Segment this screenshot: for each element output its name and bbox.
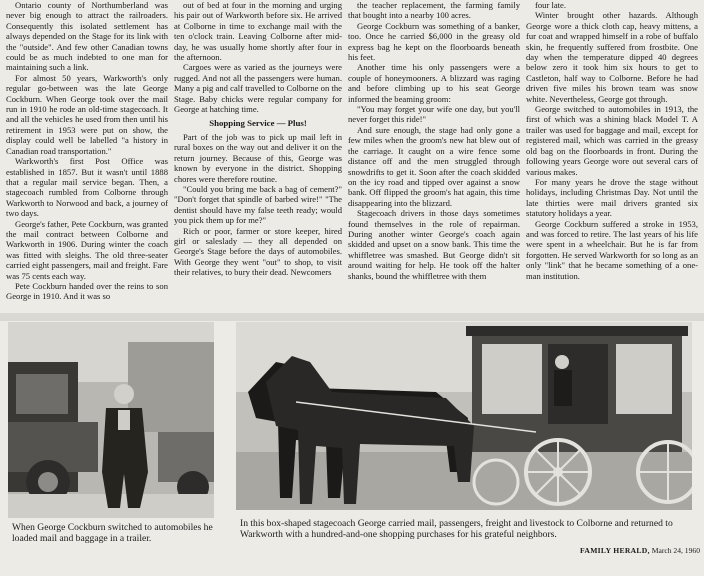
article-column-3	[348, 0, 520, 312]
photo-stagecoach-illustration	[236, 322, 692, 510]
photo-caption-right: In this box-shaped stagecoach George carried mail, passengers, freight and livestock to Colborne and returned to Warkworth with a hundred-and-one shopping purchases for his grateful neighbors.	[240, 518, 673, 541]
article-column-4	[526, 0, 698, 312]
photo-horse-drawn-stagecoach	[236, 322, 692, 510]
paragraph: Stagecoach drivers in those days sometimes found themselves in the role of repairman. During another winter George's coach again skidded and upset on a snow bank. This time the whiffletree was smashed. But George didn't sit around waiting for help. He took off the halter shanks, bound the whiffletree with them	[348, 208, 520, 281]
article-column-1	[6, 0, 168, 312]
photo-automobile-illustration	[8, 322, 214, 518]
paragraph: George Cockburn suffered a stroke in 1953, and was forced to retire. The last years of his life were spent in a wheelchair. But he is far from forgotten. He served Warkworth for so long as an only "link" that he became something of a one-man institution.	[526, 218, 698, 281]
article-column-2	[174, 0, 342, 312]
paragraph: out of bed at four in the morning and urging his pair out of Warkworth before six. He arrived at Colborne in time to exchange mail with the ten o'clock train. Leaving Colborne after mid-day, he was usually home shortly after four in the afternoon.	[174, 0, 342, 63]
paragraph: Ontario county of Northumberland was never big enough to attract the railroaders. Consequently this isolated settlement has always depended on the Stage for its link with the "outside". And few other Canadian towns could be as much indebted to one man for maintaining such a link.	[6, 0, 168, 73]
page-footer	[560, 546, 700, 555]
paragraph: George switched to automobiles in 1913, the first of which was a shining black Model T. A trailer was used for baggage and mail, except for registered mail, which was carried in the greasy old bag on the floorboards in front. During the following years George wore out several cars of various makes.	[526, 104, 698, 177]
paragraph: the teacher replacement, the farming family that bought into a nearby 100 acres.	[348, 0, 520, 21]
paragraph: For many years he drove the stage without holidays, including Christmas Day. Not until the late thirties were mail drivers granted six statutory holidays a year.	[526, 176, 698, 219]
paragraph: And sure enough, the stage had only gone a few miles when the groom's new hat blew out of the carriage. It caught on a wire fence some distance off and the men struggled through snowdrifts to get it. Soon after the coach skidded on the icy road and tipped over against a snow bank. Off flipped the groom's hat again, this time disappearing into the blizzard.	[348, 124, 520, 208]
section-heading: Shopping Service — Plus!	[209, 118, 307, 129]
publication-name: FAMILY HERALD,	[580, 546, 650, 555]
photo-man-with-automobile	[8, 322, 214, 518]
paragraph: four late.	[535, 0, 567, 10]
paragraph: For almost 50 years, Warkworth's only regular go-between was the late George Cockburn. When George took over the mail run in 1910 he rode an old-time stagecoach. It and all the vehicles he used from then until his retirement in 1953 were put on show, the display could well be labelled "a history in Canadian road transportation."	[6, 72, 168, 156]
paragraph: Part of the job was to pick up mail left in rural boxes on the way out and deliver it on the return journey. Because of this, George was known by everyone in the district. Shopping chores were therefore routine.	[174, 131, 342, 184]
paragraph: Another time his only passengers were a couple of honeymooners. A blizzard was raging and before climbing up to his seat George informed the beaming groom:	[348, 62, 520, 104]
paragraph: Warkworth's first Post Office was established in 1857. But it wasn't until 1888 that a regular mail service began. Then, a stagecoach rumbled from Colborne through Warkworth to Norwood and back, a journey of two days.	[6, 156, 168, 219]
paragraph: "Could you bring me back a bag of cement?" "Don't forget that spindle of barbed wire!" "The dentist should have my false teeth ready; would you pick them up for me?"	[174, 183, 342, 226]
paragraph: Cargoes were as varied as the journeys were rugged. And not all the passengers were human. Many a pig and calf travelled to Colborne on the Stage. Baby chicks were regular company for George at hatching time.	[174, 62, 342, 115]
paragraph: Winter brought other hazards. Although George wore a thick cloth cap, heavy mittens, a fur coat and wrapped himself in a robe of buffalo skin, he frequently suffered from frostbite. One day when the temperature dipped 40 degrees below zero it took him six hours to get to Castleton, half way to Colborne. Before he had driven five miles his brown team was snow white. Nevertheless, George got through.	[526, 10, 698, 104]
paragraph: "You may forget your wife one day, but you'll never forget this ride!"	[348, 104, 520, 125]
page-fold-divider	[0, 313, 704, 321]
paragraph: George's father, Pete Cockburn, was granted the mail contract between Colborne and Warkworth in 1906. During winter the coach was fitted with sleighs. The old three-seater carried eight passengers, mail and freight. Fare was 75 cents each way.	[6, 218, 168, 281]
photo-caption-left: When George Cockburn switched to automobiles he loaded mail and baggage in a trailer.	[12, 522, 213, 545]
publication-date: March 24, 1960	[651, 546, 700, 555]
paragraph: George Cockburn was something of a banker, too. Once he carried $6,000 in the greasy old express bag he kept on the floorboards beneath his feet.	[348, 20, 520, 63]
paragraph: Rich or poor, farmer or store keeper, hired girl or saleslady — they all depended on George's Stage before the days of automobiles. With George they went "out" to shop, to visit their relatives, to bury their dead. Newcomers	[174, 225, 342, 278]
paragraph: Pete Cockburn handed over the reins to son George in 1910. And it was so	[6, 280, 168, 302]
